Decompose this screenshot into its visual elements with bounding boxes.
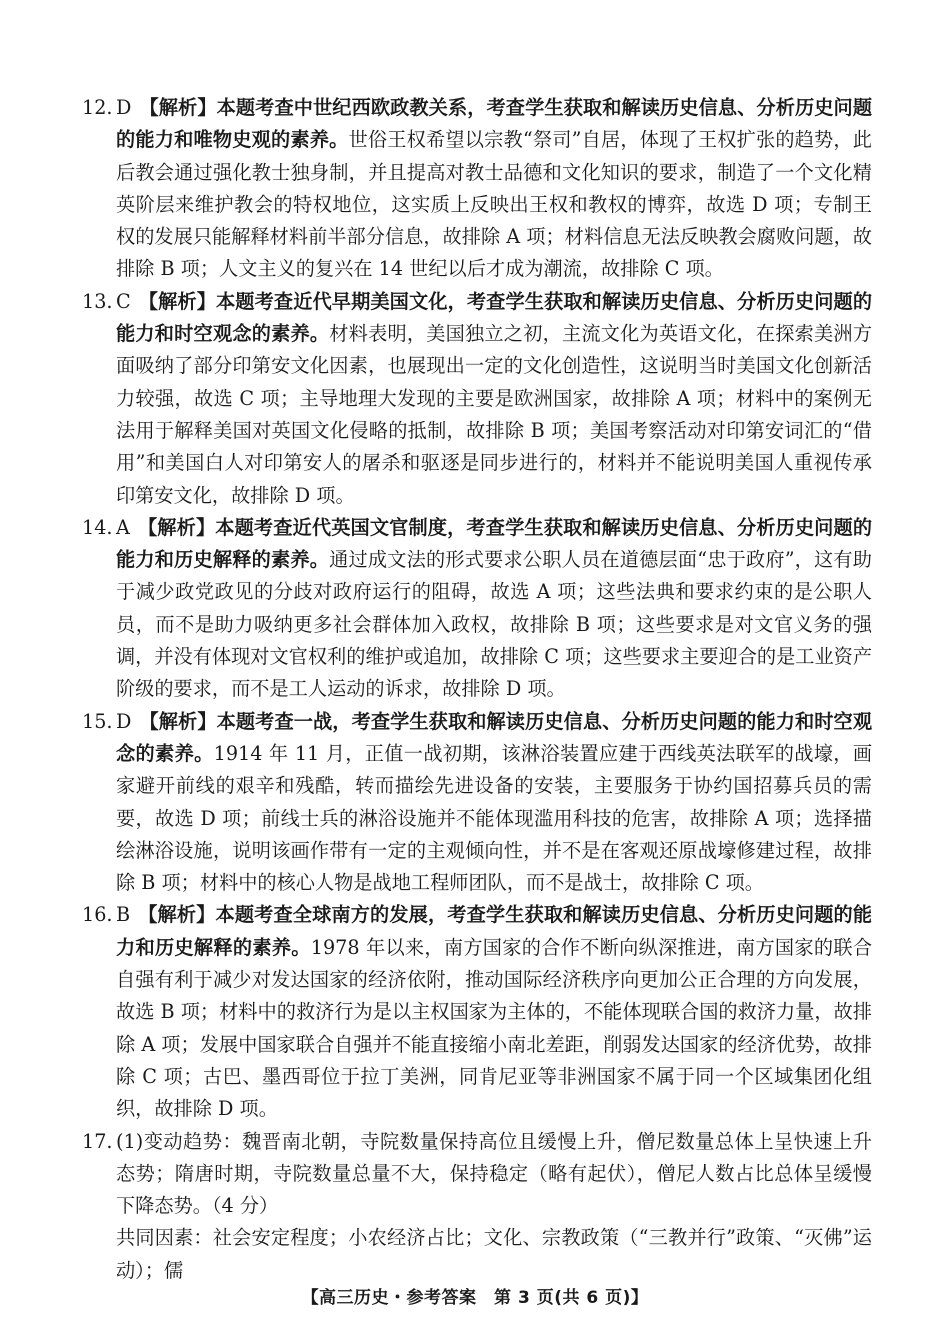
analysis-lead: 本题考查一战，考查学生获取和解读历史信息、分析历史问题的能力和时空观念的素养。 [116,709,873,765]
answer-item-17 [82,1126,872,1223]
analysis-text: 材料表明，美国独立之初，主流文化为英语文化，在探索美洲方面吸纳了部分印第安文化因素，也展现出一定的文化创造性，这说明当时美国文化创新活力较强，故选 C 项；主导地理大发现的主要是欧洲国家，故排除 A 项；材料中的案例无法用于解释美国对英国文化侵略的抵制，故排除 B 项；美国考察活动对印第安词汇的“借用”和美国白人对印第安人的屠杀和驱逐是同步进行的，材料并不能说明美国人重视传承印第安文化，故排除 D 项。 [116,322,873,507]
answer-choice: B [116,903,131,927]
answer-item-13 [82,286,872,512]
answer-item-12 [82,92,872,286]
question-number: 16. [82,903,113,927]
answer-item-16 [82,899,872,1125]
analysis-text: 1978 年以来，南方国家的合作不断向纵深推进，南方国家的联合自强有利于减少对发达国家的经济依附，推动国际经济秩序向更加公正合理的方向发展，故选 B 项；材料中的救济行为是以主权国家为主体的，不能体现联合国的救济力量，故排除 A 项；发展中国家联合自强并不能直接缩小南北差距，削弱发达国家的经济优势，故排除 C 项；古巴、墨西哥位于拉丁美洲，同肯尼亚等非洲国家不属于同一个区域集团化组织，故排除 D 项。 [116,935,873,1121]
analysis-lead: 本题考查中世纪西欧政教关系，考查学生获取和解读历史信息、分析历史问题的能力和唯物史观的素养。 [116,96,873,152]
analysis-tag: 【解析】 [139,709,217,733]
analysis-tag: 【解析】 [138,903,216,927]
analysis-lead: 本题考查近代早期美国文化，考查学生获取和解读历史信息、分析历史问题的能力和时空观念的素养。 [116,289,873,346]
answer-item-14 [82,512,872,706]
question-number: 15. [82,709,113,733]
analysis-text: 世俗王权希望以宗教“祭司”自居，体现了王权扩张的趋势，此后教会通过强化教士独身制，并且提高对教士品德和文化知识的要求，制造了一个文化精英阶层来维护教会的特权地位，这实质上反映出王权和教权的博弈，故选 D 项；专制王权的发展只能解释材料前半部分信息，故排除 A 项；材料信息无法反映教会腐败问题，故排除 B 项；人文主义的复兴在 14 世纪以后才成为潮流，故排除 C 项。 [116,128,872,281]
question-number: 17. [82,1129,113,1153]
question-number: 12. [82,96,113,119]
analysis-lead: 本题考查全球南方的发展，考查学生获取和解读历史信息、分析历史问题的能力和历史解释的素养。 [116,903,873,959]
analysis-tag: 【解析】 [137,515,216,539]
question-number: 14. [82,515,113,539]
answer-part-1: (1)变动趋势：魏晋南北朝，寺院数量保持高位且缓慢上升，僧尼数量总体上呈快速上升态势；隋唐时期，寺院数量总量不大，保持稳定（略有起伏），僧尼人数占比总体呈缓慢下降态势。（4 分） [116,1129,872,1218]
analysis-text: 通过成文法的形式要求公职人员在道德层面“忠于政府”，这有助于减少政党政见的分歧对政府运行的阻碍，故选 A 项；这些法典和要求约束的是公职人员，而不是助力吸纳更多社会群体加入政权，故排除 B 项；这些要求是对文官义务的强调，并没有体现对文官权利的维护或追加，故排除 C 项；这些要求主要迎合的是工业资产阶级的要求，而不是工人运动的诉求，故排除 D 项。 [116,548,873,701]
answer-item-15 [82,706,872,900]
question-number: 13. [82,289,113,313]
answer-choice: C [116,289,131,313]
answer-part-2: 共同因素：社会安定程度；小农经济占比；文化、宗教政策（“三教并行”政策、“灭佛”运动）；儒 [116,1226,872,1282]
answer-choice: D [116,96,132,119]
answer-choice: D [116,709,132,733]
answer-choice: A [116,515,130,539]
page-footer: 【高三历史・参考答案 第 3 页(共 6 页)】 [301,1288,649,1308]
analysis-tag: 【解析】 [138,289,216,313]
analysis-lead: 本题考查近代英国文官制度，考查学生获取和解读历史信息、分析历史问题的能力和历史解释的素养。 [116,515,873,572]
analysis-text: 1914 年 11 月，正值一战初期，该淋浴装置应建于西线英法联军的战壕，画家避开前线的艰辛和残酷，转而描绘先进设备的安装，主要服务于协约国招募兵员的需要，故选 D 项；前线士兵的淋浴设施并不能体现滥用科技的危害，故排除 A 项；选择描绘淋浴设施，说明该画作带有一定的主观倾向性，并不是在客观还原战壕修建过程，故排除 B 项；材料中的核心人物是战地工程师团队，而不是战士，故排除 C 项。 [116,741,873,895]
answer-page [82,92,872,1287]
analysis-tag: 【解析】 [139,96,217,119]
